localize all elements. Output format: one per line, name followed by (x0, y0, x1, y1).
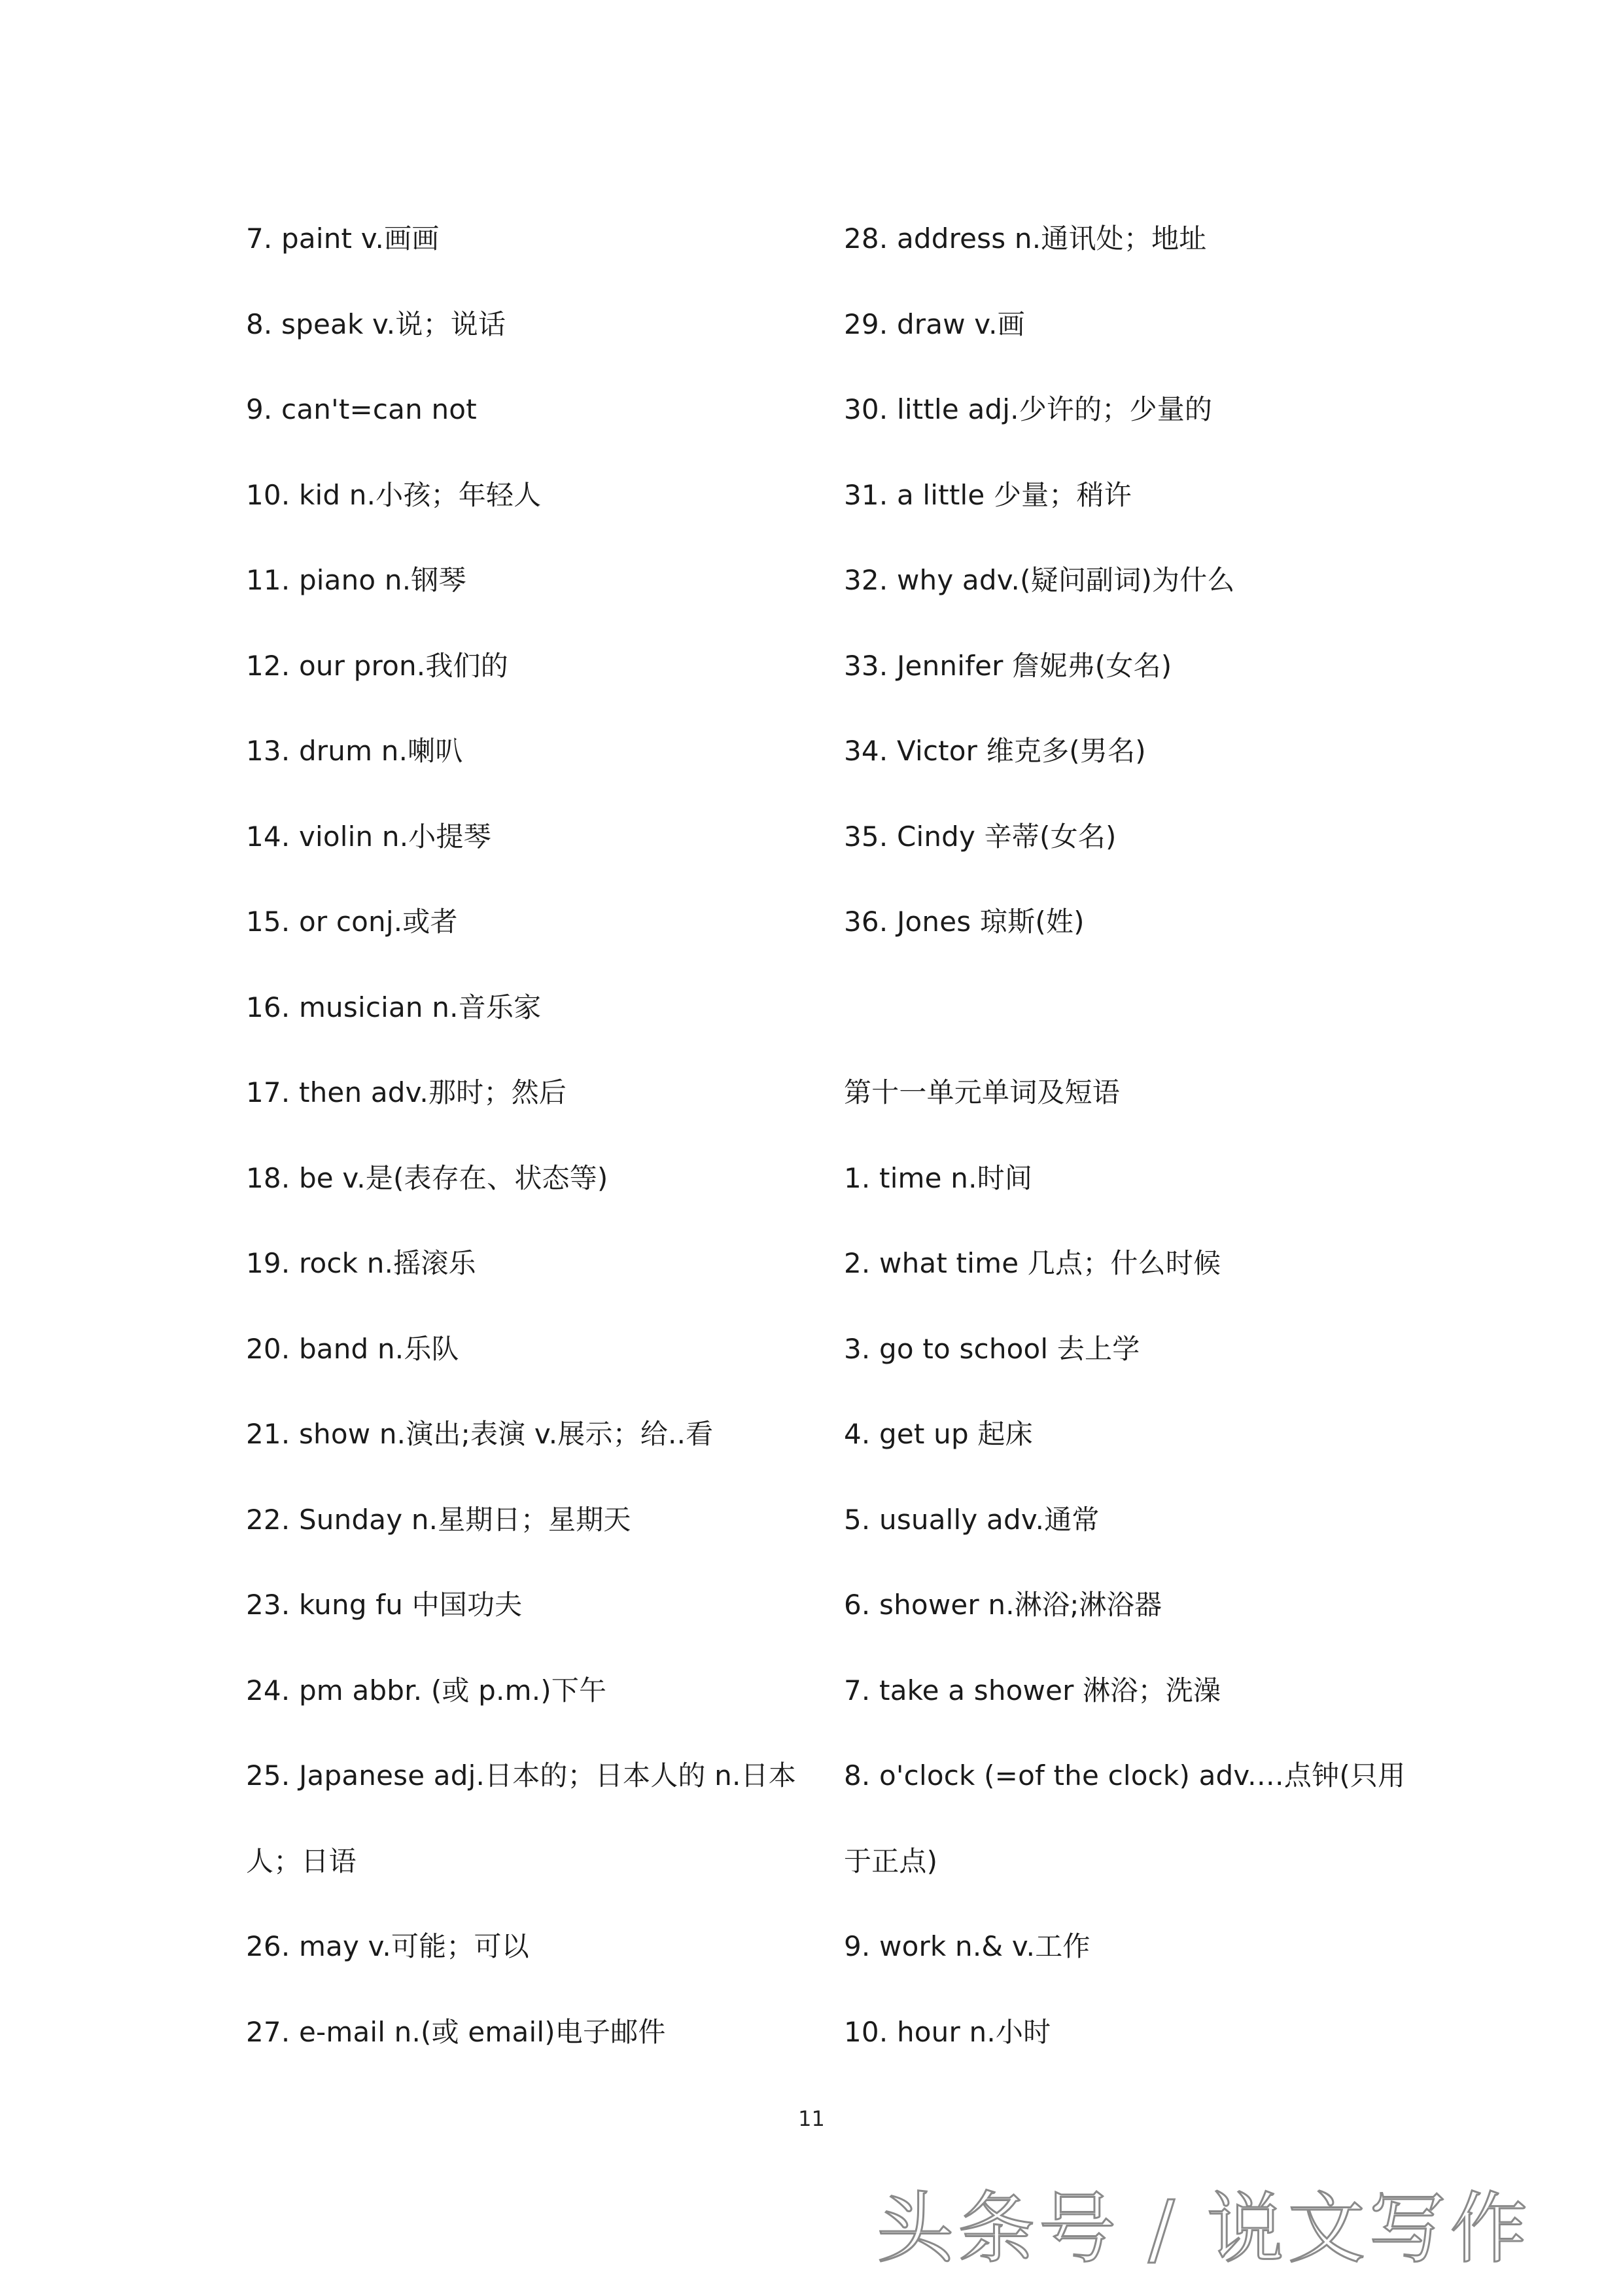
page-number: 11 (798, 2106, 825, 2131)
word-entry: 29. draw v.画 (844, 308, 1025, 340)
word-entry: 23. kung fu 中国功夫 (246, 1589, 523, 1621)
left-word-column (246, 213, 822, 2091)
word-entry: 14. violin n.小提琴 (246, 820, 491, 853)
word-entry: 2. what time 几点；什么时候 (844, 1247, 1221, 1279)
word-entry: 11. piano n.钢琴 (246, 564, 466, 596)
word-entry-continuation: 人；日语 (246, 1845, 357, 1877)
right-word-column (844, 213, 1433, 2091)
word-entry: 25. Japanese adj.日本的；日本人的 n.日本 (246, 1759, 796, 1792)
word-entry: 31. a little 少量；稍许 (844, 478, 1132, 511)
word-entry: 17. then adv.那时；然后 (246, 1076, 567, 1108)
word-entry: 21. show n.演出;表演 v.展示；给..看 (246, 1418, 714, 1450)
word-entry: 16. musician n.音乐家 (246, 991, 542, 1023)
word-entry: 24. pm abbr. (或 p.m.)下午 (246, 1674, 607, 1706)
word-entry: 5. usually adv.通常 (844, 1503, 1100, 1536)
word-entry: 7. paint v.画画 (246, 222, 440, 255)
word-entry: 10. hour n.小时 (844, 2015, 1051, 2048)
word-entry: 8. o'clock (=of the clock) adv.…点钟(只用 (844, 1759, 1406, 1792)
word-entry: 6. shower n.淋浴;淋浴器 (844, 1589, 1162, 1621)
word-entry-continuation: 于正点) (844, 1845, 938, 1877)
word-entry: 35. Cindy 辛蒂(女名) (844, 820, 1117, 853)
word-entry: 32. why adv.(疑问副词)为什么 (844, 564, 1235, 596)
word-entry: 1. time n.时间 (844, 1161, 1033, 1194)
word-entry: 4. get up 起床 (844, 1418, 1033, 1450)
word-entry: 7. take a shower 淋浴；洗澡 (844, 1674, 1221, 1706)
word-entry: 26. may v.可能；可以 (246, 1930, 529, 1962)
word-entry: 34. Victor 维克多(男名) (844, 735, 1146, 767)
blank-line (844, 981, 1433, 1067)
word-entry: 22. Sunday n.星期日；星期天 (246, 1503, 631, 1536)
unit-heading: 第十一单元单词及短语 (844, 1076, 1121, 1108)
word-entry: 20. band n.乐队 (246, 1332, 459, 1365)
word-entry: 28. address n.通讯处；地址 (844, 222, 1207, 255)
word-entry: 15. or conj.或者 (246, 906, 458, 938)
watermark-logo (877, 2182, 1603, 2274)
word-entry: 18. be v.是(表存在、状态等) (246, 1161, 608, 1194)
word-entry: 8. speak v.说；说话 (246, 308, 506, 340)
watermark-text: 头条号 / 说文写作 (877, 2183, 1531, 2274)
word-entry: 33. Jennifer 詹妮弗(女名) (844, 649, 1172, 682)
word-entry: 3. go to school 去上学 (844, 1332, 1140, 1365)
word-entry: 10. kid n.小孩；年轻人 (246, 478, 542, 511)
word-entry: 30. little adj.少许的；少量的 (844, 393, 1213, 425)
word-entry: 27. e-mail n.(或 email)电子邮件 (246, 2015, 666, 2048)
word-entry: 13. drum n.喇叭 (246, 735, 463, 767)
word-entry: 12. our pron.我们的 (246, 649, 508, 682)
word-entry: 9. work n.& v.工作 (844, 1930, 1091, 1962)
word-entry: 19. rock n.摇滚乐 (246, 1247, 476, 1279)
word-entry: 9. can't=can not (246, 393, 477, 425)
word-entry: 36. Jones 琼斯(姓) (844, 906, 1085, 938)
